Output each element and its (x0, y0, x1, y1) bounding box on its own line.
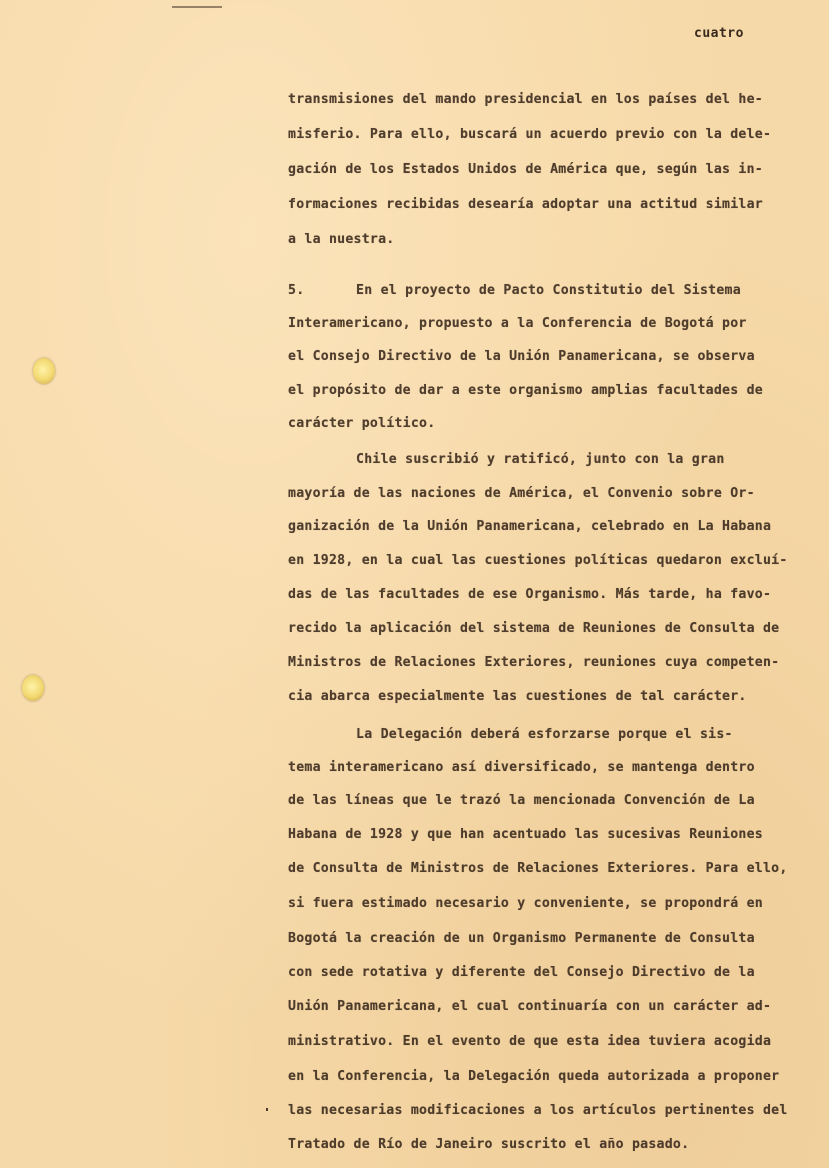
text-line: transmisiones del mando presidencial en los países del he- (288, 92, 763, 107)
text-line: en 1928, en la cual las cuestiones políticas quedaron excluí- (288, 553, 788, 568)
paragraph-number: 5. (288, 283, 305, 298)
text-line: el propósito de dar a este organismo amplias facultades de (288, 383, 763, 398)
ink-speck (266, 1108, 268, 1111)
text-line: Interamericano, propuesto a la Conferencia de Bogotá por (288, 316, 747, 331)
text-line: las necesarias modificaciones a los artículos pertinentes del (288, 1103, 788, 1118)
text-line: Chile suscribió y ratificó, junto con la gran (356, 452, 725, 467)
text-line: tema interamericano así diversificado, se mantenga dentro (288, 760, 755, 775)
text-line: cia abarca especialmente las cuestiones de tal carácter. (288, 689, 747, 704)
punch-hole-icon (33, 358, 55, 384)
text-line: misferio. Para ello, buscará un acuerdo previo con la dele- (288, 127, 772, 142)
text-line: Unión Panamericana, el cual continuaría con un carácter ad- (288, 999, 772, 1014)
text-line: ministrativo. En el evento de que esta idea tuviera acogida (288, 1034, 772, 1049)
text-line: el Consejo Directivo de la Unión Panamericana, se observa (288, 349, 755, 364)
text-line: La Delegación deberá esforzarse porque el sis- (356, 727, 733, 742)
text-line: Habana de 1928 y que han acentuado las sucesivas Reuniones (288, 827, 763, 842)
text-line: recido la aplicación del sistema de Reuniones de Consulta de (288, 621, 780, 636)
text-line: con sede rotativa y diferente del Consejo Directivo de la (288, 965, 755, 980)
text-line: En el proyecto de Pacto Constitutio del Sistema (356, 283, 741, 298)
text-line: de Consulta de Ministros de Relaciones Exteriores. Para ello, (288, 861, 788, 876)
text-line: a la nuestra. (288, 232, 395, 247)
text-line: mayoría de las naciones de América, el Convenio sobre Or- (288, 486, 755, 501)
text-line: carácter político. (288, 416, 436, 431)
text-line: si fuera estimado necesario y conveniente, se propondrá en (288, 896, 763, 911)
text-line: gación de los Estados Unidos de América que, según las in- (288, 162, 763, 177)
top-margin-mark (172, 6, 222, 8)
text-line: Tratado de Río de Janeiro suscrito el año pasado. (288, 1137, 690, 1152)
punch-hole-icon (22, 675, 44, 701)
page-number: cuatro (694, 26, 744, 41)
text-line: ganización de la Unión Panamericana, celebrado en La Habana (288, 519, 772, 534)
text-line: en la Conferencia, la Delegación queda autorizada a proponer (288, 1069, 780, 1084)
text-line: de las líneas que le trazó la mencionada Convención de La (288, 793, 755, 808)
text-line: formaciones recibidas desearía adoptar una actitud similar (288, 197, 763, 212)
text-line: Ministros de Relaciones Exteriores, reuniones cuya competen- (288, 655, 780, 670)
text-line: Bogotá la creación de un Organismo Permanente de Consulta (288, 931, 755, 946)
text-line: das de las facultades de ese Organismo. Más tarde, ha favo- (288, 587, 772, 602)
